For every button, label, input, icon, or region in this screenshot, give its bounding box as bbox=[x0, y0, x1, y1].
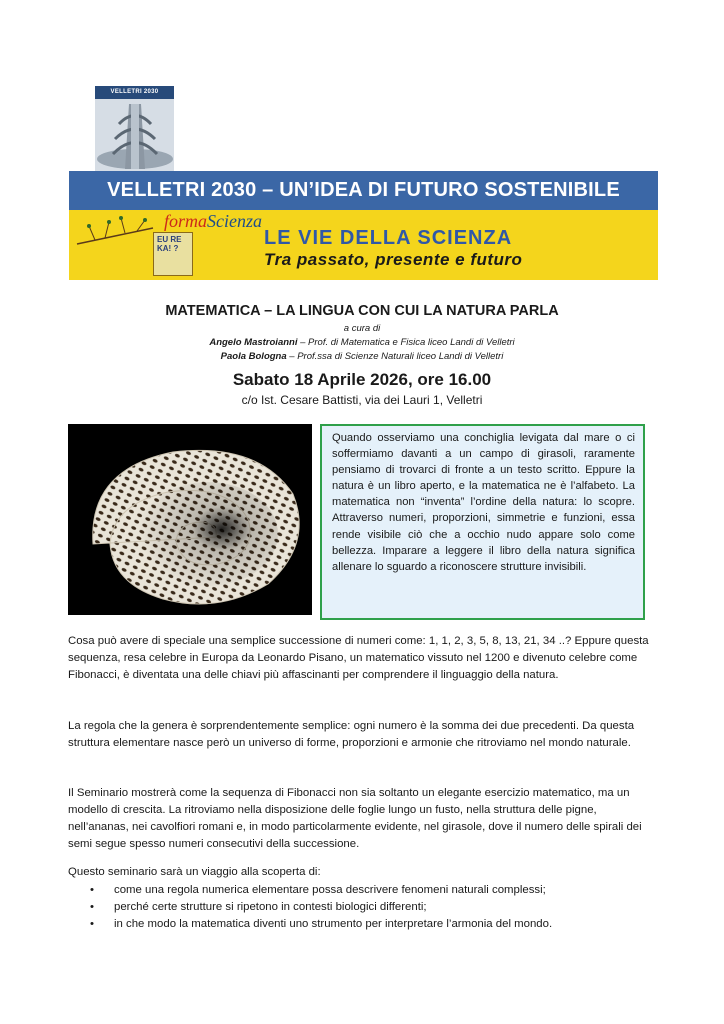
banner-title: LE VIE DELLA SCIENZA bbox=[264, 227, 513, 249]
author-2 bbox=[0, 351, 724, 362]
seminar-title: MATEMATICA – LA LINGUA CON CUI LA NATURA PARLA bbox=[165, 303, 559, 319]
paragraph-journey: Questo seminario sarà un viaggio alla scoperta di: bbox=[68, 866, 321, 878]
paragraph-fibonacci-intro: Cosa può avere di speciale una semplice successione di numeri come: 1, 1, 2, 3, 5, 8, 13, 21, 34 ..? Eppure questa sequenza, resa celebre in Europa da Leonardo Pisano, un matematico vissuto nel 1200 e divenuto celebre come Fibonacci, è diventata una delle chiavi più affascinanti per comprendere il linguaggio della natura. bbox=[68, 635, 649, 681]
tower-illustration bbox=[95, 99, 174, 172]
banner-subtitle: Tra passato, presente e futuro bbox=[264, 250, 523, 269]
spiral-shell-image bbox=[68, 424, 312, 615]
tree-branch-illustration bbox=[75, 214, 155, 254]
brand-forma: forma bbox=[164, 211, 208, 231]
list-item-text: perché certe strutture si ripetono in contesti biologici differenti; bbox=[114, 901, 427, 913]
scienza-banner bbox=[69, 210, 658, 280]
author-1 bbox=[0, 337, 724, 348]
a-cura-di: a cura di bbox=[343, 323, 381, 334]
velletri-2030-logo bbox=[95, 86, 174, 172]
paragraph-rule: La regola che la genera è sorprendentemente semplice: ogni numero è la somma dei due precedenti. Da questa struttura elementare nasce però un universo di forme, proporzioni e armonie che ritroviamo nel mondo naturale. bbox=[68, 720, 635, 749]
main-title-bar: VELLETRI 2030 – UN’IDEA DI FUTURO SOSTENIBILE bbox=[69, 171, 658, 210]
shell-spiral-graphic bbox=[68, 424, 312, 615]
author-1-role: – Prof. di Matematica e Fisica liceo Landi di Velletri bbox=[297, 337, 515, 348]
event-venue: c/o Ist. Cesare Battisti, via dei Lauri 1, Velletri bbox=[241, 393, 483, 407]
paragraph-seminar: Il Seminario mostrerà come la sequenza di Fibonacci non sia soltanto un elegante esercizio matematico, ma un modello di crescita. La ritroviamo nella disposizione delle foglie lungo un fusto, nella struttura delle pigne, nell’ananas, nei cavolfiori romani e, in modo particolarmente evidente, nel girasole, dove il numero delle spirali dei semi segue spesso numeri consecutivi della successione. bbox=[68, 787, 642, 850]
topics-list bbox=[68, 882, 668, 933]
author-1-name: Angelo Mastroianni bbox=[209, 337, 298, 348]
brand-scienza: Scienza bbox=[207, 211, 262, 231]
forma-scienza-logo bbox=[164, 211, 262, 232]
intro-callout-box: Quando osserviamo una conchiglia levigata dal mare o ci soffermiamo davanti a un campo di girasoli, raramente pensiamo di trovarci di fronte a un testo scritto. Eppure la natura è un libro aperto, e la matematica ne è l’alfabeto. La matematica non “inventa” l’ordine della natura: lo scopre. Attraverso numeri, proporzioni, simmetrie e funzioni, essa rende visibile ciò che a occhio nudo appare solo come bellezza. Imparare a leggere il libro della natura significa allenare lo sguardo a riconoscere strutture invisibili. bbox=[320, 424, 645, 620]
logo-band-text: VELLETRI 2030 bbox=[95, 86, 174, 99]
event-date: Sabato 18 Aprile 2026, ore 16.00 bbox=[232, 370, 492, 389]
author-2-role: – Prof.ssa di Scienze Naturali liceo Landi di Velletri bbox=[286, 351, 504, 362]
list-item-text: come una regola numerica elementare possa descrivere fenomeni naturali complessi; bbox=[114, 884, 546, 896]
bullet-icon: • bbox=[90, 884, 94, 896]
list-item bbox=[68, 882, 668, 899]
eureka-logo: EU RE KA! ? bbox=[153, 232, 193, 276]
list-item-text: in che modo la matematica diventi uno strumento per interpretare l’armonia del mondo. bbox=[114, 918, 553, 930]
bullet-icon: • bbox=[90, 901, 94, 913]
bullet-icon: • bbox=[90, 918, 94, 930]
list-item bbox=[68, 899, 668, 916]
list-item bbox=[68, 916, 668, 933]
author-2-name: Paola Bologna bbox=[220, 351, 287, 362]
